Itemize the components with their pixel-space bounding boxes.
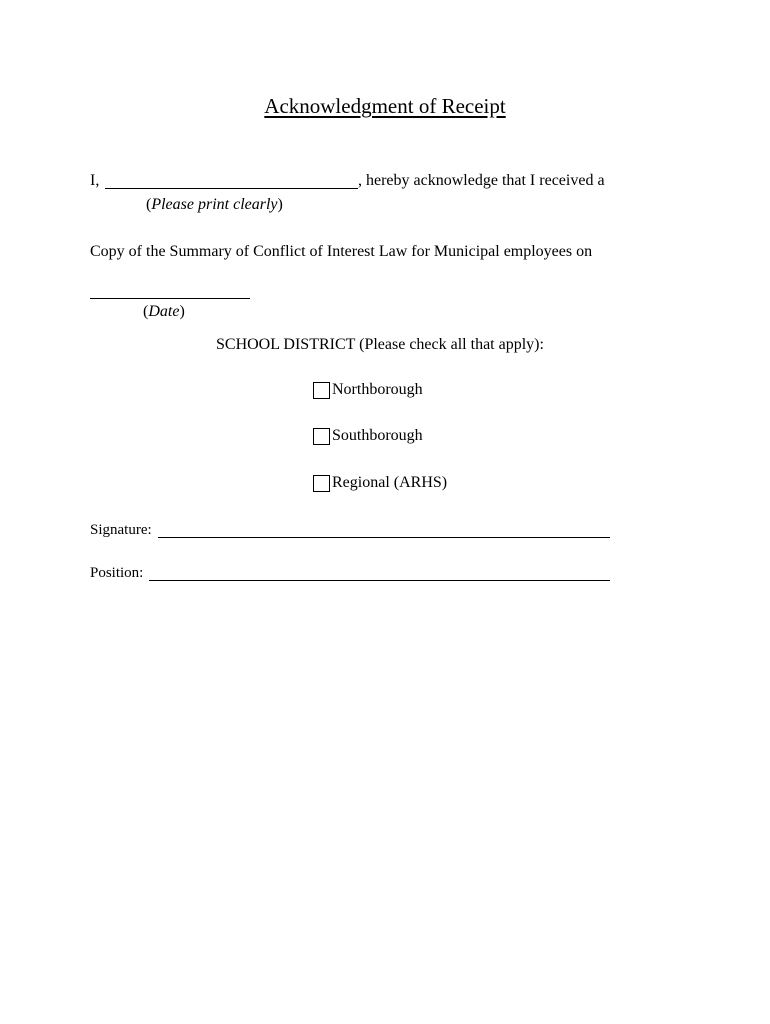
name-blank-line[interactable] [105,188,358,189]
district-option-northborough [313,379,423,401]
acknowledge-suffix: , hereby acknowledge that I received a [358,172,605,189]
northborough-label: Northborough [332,381,423,398]
date-hint-text: Date [148,303,180,320]
district-option-regional [313,472,447,494]
summary-copy-text: Copy of the Summary of Conflict of Interest Law for Municipal employees on [90,243,593,260]
document-title: Acknowledgment of Receipt [264,94,506,118]
regional-label: Regional (ARHS) [332,474,448,491]
position-blank-line[interactable] [149,580,610,581]
regional-checkbox[interactable] [313,475,330,492]
southborough-checkbox[interactable] [313,428,330,445]
position-label: Position: [90,565,144,581]
northborough-checkbox[interactable] [313,382,330,399]
date-blank-line[interactable] [90,298,250,299]
name-hint: (Please print clearly) [146,196,283,213]
signature-blank-line[interactable] [158,537,610,538]
southborough-label: Southborough [332,427,423,444]
district-option-southborough [313,425,423,447]
district-heading: SCHOOL DISTRICT (Please check all that apply): [216,336,544,353]
name-hint-text: Please print clearly [151,196,278,213]
acknowledge-prefix: I, [90,172,100,189]
date-hint: (Date) [143,303,185,320]
signature-label: Signature: [90,522,152,538]
